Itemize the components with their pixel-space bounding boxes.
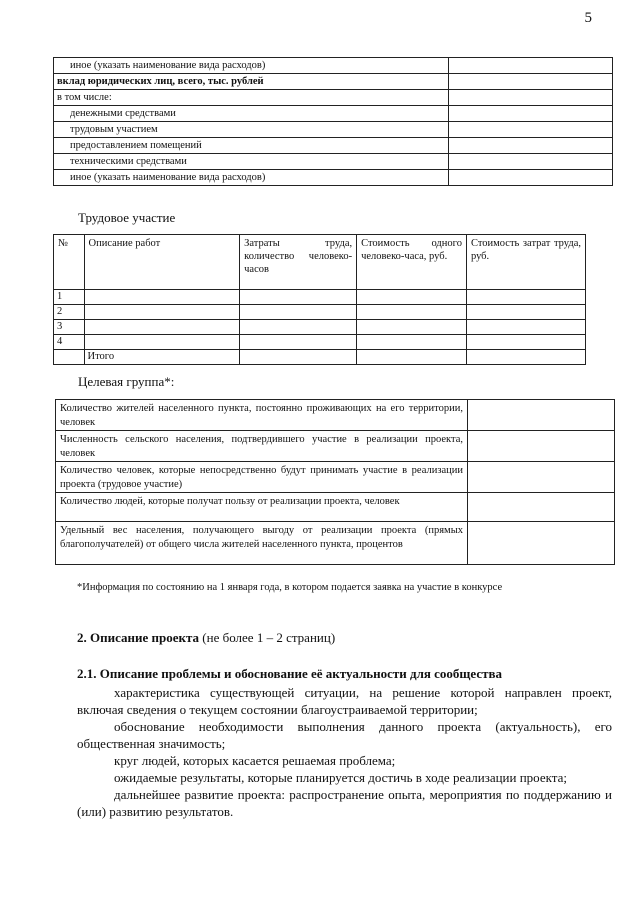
table-row [54, 290, 586, 305]
table-row [54, 154, 613, 170]
table-cell [357, 335, 467, 350]
target-group-value-cell [468, 431, 615, 462]
expense-value-cell [449, 58, 613, 74]
column-header: Стоимость одного человеко-часа, руб. [357, 235, 467, 290]
target-group-value-cell [468, 493, 615, 522]
table-row [54, 106, 613, 122]
table-cell [357, 290, 467, 305]
table-row [54, 170, 613, 186]
table-row [56, 431, 615, 462]
total-label: Итого [84, 350, 240, 365]
row-number: 3 [54, 320, 85, 335]
section-2-1-heading: 2.1. Описание проблемы и обоснование её актуальности для сообщества [77, 666, 503, 681]
table-cell [240, 305, 357, 320]
page-number: 5 [584, 10, 592, 26]
expense-value-cell [449, 138, 613, 154]
table-cell [84, 335, 240, 350]
table-cell [240, 320, 357, 335]
table-cell [466, 290, 585, 305]
expenses-table [53, 57, 613, 186]
row-number: 1 [54, 290, 85, 305]
labor-caption: Трудовое участие [78, 210, 176, 225]
target-group-label: Количество людей, которые получат пользу от реализации проекта, человек [56, 493, 468, 522]
paragraph: характеристика существующей ситуации, на решение которой направлен проект, включая сведения о текущем состоянии благоустраиваемой территории; [77, 685, 612, 717]
target-group-label: Численность сельского населения, подтвердившего участие в реализации проекта, человек [56, 431, 468, 462]
table-row [54, 305, 586, 320]
table-row [54, 122, 613, 138]
table-cell [84, 320, 240, 335]
row-number: 2 [54, 305, 85, 320]
expense-label: в том числе: [54, 90, 449, 106]
table-row [54, 74, 613, 90]
paragraph: обоснование необходимости выполнения данного проекта (актуальность), его общественная значимость; [77, 719, 612, 751]
expense-label: вклад юридических лиц, всего, тыс. рублей [54, 74, 449, 90]
table-cell [466, 305, 585, 320]
expense-value-cell [449, 122, 613, 138]
section-2-heading [77, 630, 335, 646]
table-cell [466, 320, 585, 335]
expense-label: техническими средствами [54, 154, 449, 170]
labor-table [53, 234, 586, 365]
table-row [56, 462, 615, 493]
table-cell [357, 320, 467, 335]
target-group-label: Удельный вес населения, получающего выгоду от реализации проекта (прямых благополучателей) от общего числа жителей населенного пункта, процентов [56, 522, 468, 565]
table-cell [240, 335, 357, 350]
target-group-label: Количество жителей населенного пункта, постоянно проживающих на его территории, человек [56, 400, 468, 431]
target-group-label: Количество человек, которые непосредственно будут принимать участие в реализации проекта (трудовое участие) [56, 462, 468, 493]
table-row [54, 350, 586, 365]
table-cell [54, 350, 85, 365]
row-number: 4 [54, 335, 85, 350]
expense-value-cell [449, 154, 613, 170]
target-group-value-cell [468, 522, 615, 565]
paragraph: дальнейшее развитие проекта: распространение опыта, мероприятия по поддержанию и (или) развитию результатов. [77, 787, 612, 819]
paragraph: ожидаемые результаты, которые планируется достичь в ходе реализации проекта; [114, 770, 567, 785]
expense-label: денежными средствами [54, 106, 449, 122]
column-header: № [54, 235, 85, 290]
section-2-note: (не более 1 – 2 страниц) [199, 630, 336, 645]
section-2-title: 2. Описание проекта [77, 630, 200, 645]
table-row [54, 335, 586, 350]
column-header: Описание работ [84, 235, 240, 290]
expense-label: предоставлением помещений [54, 138, 449, 154]
expense-value-cell [449, 74, 613, 90]
table-row [54, 58, 613, 74]
table-cell [240, 290, 357, 305]
table-cell [84, 305, 240, 320]
table-row [56, 400, 615, 431]
table-cell [466, 350, 585, 365]
table-cell [357, 305, 467, 320]
column-header: Затраты труда, количество человеко-часов [240, 235, 357, 290]
table-row [54, 90, 613, 106]
table-row [56, 493, 615, 522]
expense-label: иное (указать наименование вида расходов) [54, 170, 449, 186]
table-row [56, 522, 615, 565]
target-group-table [55, 399, 615, 565]
table-cell [466, 335, 585, 350]
table-cell [84, 290, 240, 305]
expense-value-cell [449, 90, 613, 106]
expense-label: трудовым участием [54, 122, 449, 138]
expense-value-cell [449, 170, 613, 186]
table-header-row [54, 235, 586, 290]
table-cell [240, 350, 357, 365]
expense-label: иное (указать наименование вида расходов) [54, 58, 449, 74]
footnote: *Информация по состоянию на 1 января года, в котором подается заявка на участие в конкурсе [77, 582, 503, 593]
table-cell [357, 350, 467, 365]
target-group-caption: Целевая группа*: [78, 374, 175, 389]
expense-value-cell [449, 106, 613, 122]
target-group-value-cell [468, 400, 615, 431]
target-group-value-cell [468, 462, 615, 493]
column-header: Стоимость затрат труда, руб. [466, 235, 585, 290]
section-2-1-body [77, 684, 612, 820]
table-row [54, 320, 586, 335]
paragraph: круг людей, которых касается решаемая проблема; [114, 753, 396, 768]
table-row [54, 138, 613, 154]
